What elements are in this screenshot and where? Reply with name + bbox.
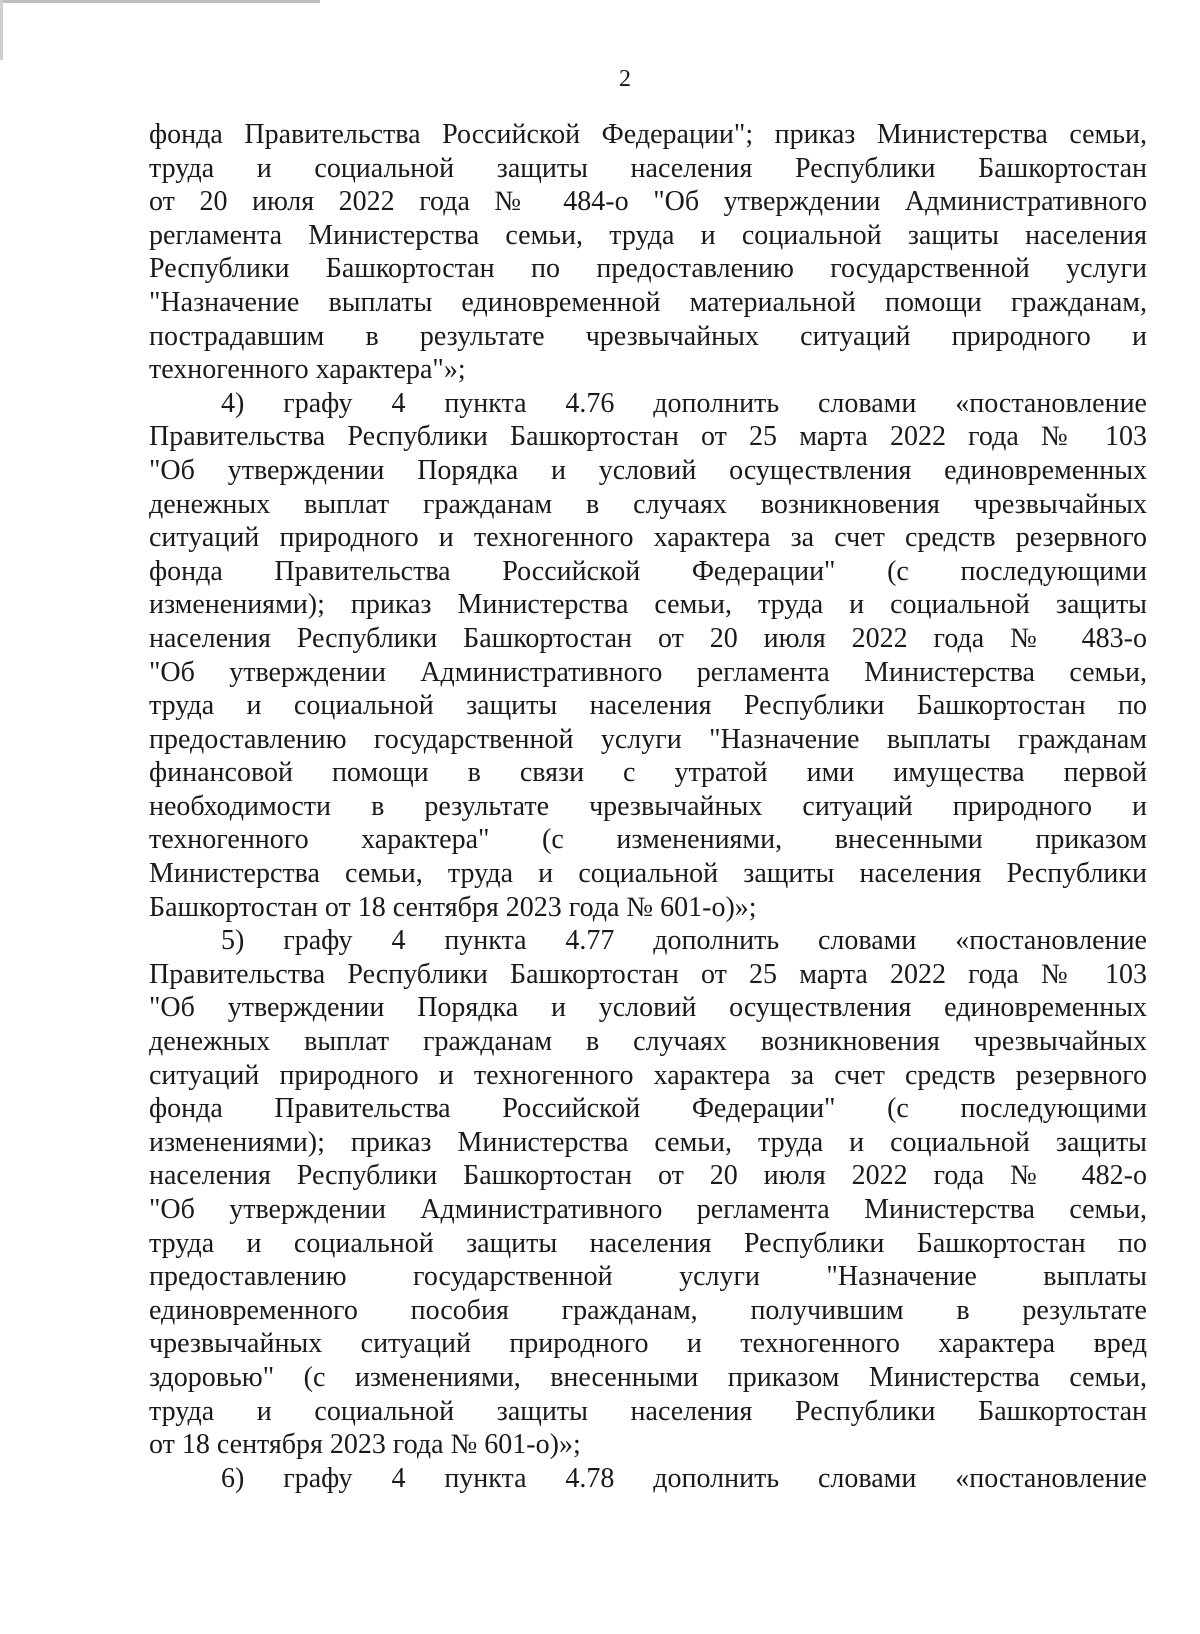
text-line: ситуаций природного и техногенного характера за счет средств резервного <box>149 522 1147 554</box>
scan-edge-top <box>0 0 320 3</box>
text-line: регламента Министерства семьи, труда и социальной защиты населения <box>149 219 1147 251</box>
text-line: Республики Башкортостан по предоставлению государственной услуги <box>149 253 1147 285</box>
text-line: финансовой помощи в связи с утратой ими имущества первой <box>149 757 1147 789</box>
text-line: от 20 июля 2022 года № 484-о "Об утверждении Административного <box>149 186 1147 218</box>
text-line: необходимости в результате чрезвычайных ситуаций природного и <box>149 790 1147 822</box>
text-line: "Об утверждении Административного регламента Министерства семьи, <box>149 656 1147 688</box>
text-line: Министерства семьи, труда и социальной защиты населения Республики <box>149 858 1147 890</box>
text-line: изменениями); приказ Министерства семьи, труда и социальной защиты <box>149 589 1147 621</box>
text-line: "Об утверждении Порядка и условий осуществления единовременных <box>149 992 1147 1024</box>
text-line: труда и социальной защиты населения Республики Башкортостан <box>149 1395 1147 1427</box>
text-line: труда и социальной защиты населения Республики Башкортостан по <box>149 1227 1147 1259</box>
text-line: техногенного характера"»; <box>149 354 466 386</box>
text-line: предоставлению государственной услуги "Назначение выплаты гражданам <box>149 723 1147 755</box>
text-line: денежных выплат гражданам в случаях возникновения чрезвычайных <box>149 488 1147 520</box>
text-line: техногенного характера" (с изменениями, внесенными приказом <box>149 824 1147 856</box>
scan-edge-left <box>0 0 3 60</box>
text-line: фонда Правительства Российской Федерации" (с последующими <box>149 1093 1147 1125</box>
text-line: здоровью" (с изменениями, внесенными приказом Министерства семьи, <box>149 1361 1147 1393</box>
text-line: 4) графу 4 пункта 4.76 дополнить словами «постановление <box>221 387 1147 419</box>
text-line: единовременного пособия гражданам, получившим в результате <box>149 1294 1147 1326</box>
text-line: "Об утверждении Административного регламента Министерства семьи, <box>149 1194 1147 1225</box>
text-line: пострадавшим в результате чрезвычайных ситуаций природного и <box>149 320 1147 352</box>
text-line: фонда Правительства Российской Федерации" (с последующими <box>149 555 1147 587</box>
text-line: труда и социальной защиты населения Республики Башкортостан по <box>149 690 1147 722</box>
text-line: чрезвычайных ситуаций природного и техногенного характера вред <box>149 1328 1147 1360</box>
text-line: от 18 сентября 2023 года № 601-о)»; <box>149 1429 581 1461</box>
text-line: "Назначение выплаты единовременной материальной помощи гражданам, <box>149 286 1147 318</box>
text-line: ситуаций природного и техногенного характера за счет средств резервного <box>149 1059 1147 1091</box>
text-line: Правительства Республики Башкортостан от 25 марта 2022 года № 103 <box>149 958 1147 990</box>
text-line: денежных выплат гражданам в случаях возникновения чрезвычайных <box>149 1026 1147 1058</box>
text-line: фонда Правительства Российской Федерации"; приказ Министерства семьи, <box>149 119 1147 150</box>
document-body <box>149 118 1147 1495</box>
page-number: 2 <box>619 66 631 92</box>
text-line: 6) графу 4 пункта 4.78 дополнить словами «постановление <box>221 1462 1147 1494</box>
text-line: населения Республики Башкортостан от 20 июля 2022 года № 482-о <box>149 1160 1147 1192</box>
text-line: предоставлению государственной услуги "Назначение выплаты <box>149 1261 1147 1293</box>
text-line: изменениями); приказ Министерства семьи, труда и социальной защиты <box>149 1126 1147 1158</box>
text-line: Башкортостан от 18 сентября 2023 года № 601-о)»; <box>149 891 757 923</box>
text-line: населения Республики Башкортостан от 20 июля 2022 года № 483-о <box>149 622 1147 654</box>
text-line: труда и социальной защиты населения Республики Башкортостан <box>149 152 1147 184</box>
text-line: "Об утверждении Порядка и условий осуществления единовременных <box>149 454 1147 486</box>
text-line: 5) графу 4 пункта 4.77 дополнить словами «постановление <box>221 925 1147 957</box>
text-line: Правительства Республики Башкортостан от 25 марта 2022 года № 103 <box>149 421 1147 453</box>
